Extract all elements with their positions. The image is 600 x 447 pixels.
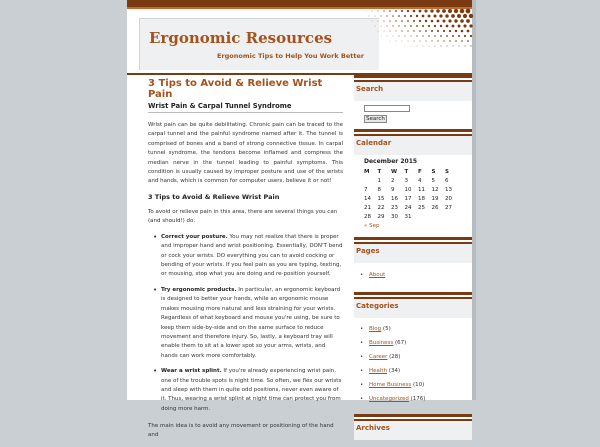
list-item — [364, 322, 472, 336]
calendar-day — [445, 212, 459, 221]
calendar-week — [364, 194, 459, 203]
halftone-dot — [425, 30, 427, 32]
calendar-day: 28 — [364, 213, 371, 220]
category-link[interactable]: Uncategorized — [369, 396, 409, 402]
halftone-dot — [439, 14, 442, 17]
calendar-weekday: F — [418, 168, 422, 175]
halftone-dot — [423, 46, 424, 47]
calendar-weekday: M — [364, 168, 370, 175]
category-count: (34) — [387, 368, 401, 374]
halftone-dot — [436, 9, 440, 13]
halftone-dot — [396, 41, 397, 42]
halftone-dot — [454, 19, 457, 22]
main-content — [148, 78, 343, 447]
halftone-dot — [422, 35, 423, 36]
halftone-dot — [395, 30, 396, 31]
halftone-dot — [431, 40, 432, 41]
halftone-dot — [399, 36, 400, 37]
category-count: (67) — [393, 340, 407, 346]
halftone-dot — [395, 20, 396, 21]
calendar-day: 16 — [391, 195, 398, 202]
halftone-dot — [460, 9, 465, 14]
halftone-dot — [416, 25, 418, 27]
halftone-dot — [404, 35, 405, 36]
halftone-dot — [469, 14, 473, 18]
halftone-dot — [411, 46, 412, 47]
halftone-dot — [422, 25, 424, 27]
halftone-dot — [441, 46, 442, 47]
calendar-day: 20 — [445, 195, 452, 202]
halftone-dot — [452, 45, 453, 46]
calendar-table — [364, 167, 459, 221]
halftone-dot — [416, 15, 418, 17]
category-link[interactable]: Business — [369, 340, 394, 346]
halftone-dot — [393, 36, 394, 37]
halftone-dot — [410, 15, 412, 17]
halftone-dot — [458, 45, 459, 46]
calendar-day — [418, 212, 432, 221]
calendar-weekday: W — [391, 168, 398, 175]
halftone-dot — [405, 46, 406, 47]
category-count: (10) — [411, 382, 425, 388]
calendar-day — [432, 212, 446, 221]
halftone-dot — [377, 10, 378, 11]
halftone-dot — [428, 25, 430, 27]
tip-text: You may not realize that there is proper and improper hand and wrist positioning. Essentially, DON'T bend or cock your wrists. DO everything you can to avoid cocking or bending of your wrists. If you feel pain as you are typing, texting, or mousing, stop what you are doing and re-position yourself. — [161, 233, 343, 278]
halftone-dot — [447, 46, 448, 47]
search-heading: Search — [354, 75, 472, 101]
calendar-day: 13 — [445, 186, 452, 193]
site-header — [127, 9, 472, 73]
category-link[interactable]: Blog — [369, 326, 382, 332]
tips-list — [161, 233, 343, 414]
halftone-dot — [434, 25, 436, 27]
calendar-week — [364, 176, 459, 185]
halftone-dot — [425, 20, 427, 22]
tip-title: Try ergonomic products. — [161, 286, 237, 293]
halftone-dot — [383, 10, 384, 11]
halftone-dot — [386, 15, 387, 16]
halftone-dot — [458, 35, 460, 37]
halftone-dot — [419, 30, 421, 32]
halftone-dot — [414, 41, 415, 42]
halftone-dot — [443, 40, 444, 41]
site-description: Ergonomic Tips to Help You Work Better — [217, 52, 365, 60]
halftone-dot — [402, 41, 403, 42]
post-intro: Wrist pain can be quite debilitating. Chronic pain can be traced to the carpal tunnel and the painful syndrome named after it. The tunnel is comprised of bones and a band of strong connective tissue. In carpal tunnel syndrome, the tendons become inflamed and compress the median nerve in the tunnel leading to painful symptoms. This condition is usually caused by improper posture and use of the wrists and hands, which is common for computer users, believe it or not! — [148, 122, 343, 185]
category-link[interactable]: Home Business — [369, 382, 412, 388]
calendar-day: 7 — [364, 186, 368, 193]
halftone-dot — [424, 9, 427, 12]
halftone-dot — [437, 40, 438, 41]
calendar-day: 11 — [418, 186, 425, 193]
halftone-dot — [448, 9, 452, 13]
halftone-dot — [366, 11, 367, 12]
list-item — [364, 350, 472, 364]
halftone-dot — [387, 36, 388, 37]
category-link[interactable]: Health — [369, 368, 388, 374]
halftone-dot — [470, 35, 472, 37]
halftone-dot — [420, 41, 421, 42]
halftone-dot — [387, 26, 388, 27]
halftone-dot — [452, 25, 455, 28]
search-input[interactable] — [364, 105, 410, 112]
halftone-dot — [454, 9, 458, 13]
calendar-widget — [354, 129, 472, 237]
post-closing: The main idea is to avoid any movement or positioning of the hand and — [148, 423, 334, 439]
calendar-day: 22 — [377, 204, 385, 211]
halftone-dot — [384, 31, 385, 32]
halftone-dot — [430, 9, 433, 12]
section-intro: To avoid or relieve pain in this area, there are several things you can (and should!) do: — [148, 208, 338, 224]
top-rule — [127, 0, 472, 7]
halftone-dot — [398, 25, 399, 26]
halftone-dot — [470, 45, 471, 46]
halftone-dot — [401, 30, 402, 31]
list-item — [364, 378, 472, 392]
halftone-dot — [437, 20, 440, 23]
calendar-day: 29 — [377, 213, 385, 220]
halftone-dot — [417, 46, 418, 47]
list-item — [161, 286, 343, 361]
halftone-dot — [407, 20, 409, 22]
halftone-dot — [442, 9, 446, 13]
halftone-dot — [390, 31, 391, 32]
halftone-dot — [443, 20, 446, 23]
halftone-dot — [440, 35, 442, 37]
calendar-heading: Calendar — [354, 129, 472, 155]
calendar-week — [364, 203, 459, 212]
pages-widget — [354, 237, 472, 292]
halftone-dot — [433, 14, 436, 17]
halftone-dot — [463, 14, 467, 18]
halftone-dot — [466, 9, 471, 14]
halftone-dot — [457, 14, 461, 18]
halftone-dot — [389, 20, 390, 21]
calendar-day: 23 — [391, 204, 398, 211]
halftone-dot — [467, 30, 470, 33]
calendar-day: 12 — [431, 186, 439, 193]
halftone-dot — [455, 40, 457, 42]
halftone-dot — [392, 25, 393, 26]
categories-widget — [354, 292, 472, 414]
halftone-dot — [428, 15, 431, 18]
halftone-dot — [455, 30, 457, 32]
halftone-dot — [466, 19, 470, 23]
halftone-dot — [458, 25, 461, 28]
calendar-prev-link[interactable]: « Sep — [364, 223, 380, 229]
halftone-dot — [369, 16, 370, 17]
halftone-dot — [381, 26, 382, 27]
tip-text: If you're already experiencing wrist pain, one of the trouble spots is night time. So often, we flex our wrists and sleep with them in quite odd positions, never even aware of it. Thus, wearing a wrist splint at night time can protect you from doing more harm. — [161, 368, 342, 412]
halftone-dot — [404, 15, 406, 17]
halftone-dot — [401, 10, 403, 12]
halftone-dot — [446, 35, 448, 37]
halftone-dot — [404, 25, 405, 26]
sidebar — [354, 75, 472, 440]
search-button[interactable]: Search — [366, 116, 385, 122]
halftone-dot — [452, 35, 454, 37]
halftone-dot — [422, 15, 425, 18]
site-title[interactable]: Ergonomic Resources — [149, 29, 333, 47]
halftone-dot — [448, 19, 451, 22]
halftone-dot — [413, 10, 416, 13]
halftone-dot — [437, 30, 439, 32]
search-widget — [354, 75, 472, 129]
list-item — [364, 392, 472, 406]
calendar-weekday: S — [431, 168, 436, 175]
calendar-day: 8 — [377, 186, 381, 193]
halftone-dot — [378, 21, 379, 22]
calendar-weekday: T — [377, 168, 382, 175]
halftone-dot — [383, 20, 384, 21]
calendar-day: 25 — [418, 204, 425, 211]
calendar-day: 5 — [431, 177, 435, 184]
halftone-dot — [413, 30, 414, 31]
calendar-day — [364, 176, 378, 185]
category-link[interactable]: Career — [369, 354, 388, 360]
calendar-day: 6 — [445, 177, 449, 184]
section-heading: 3 Tips to Avoid & Relieve Wrist Pain — [148, 192, 280, 201]
calendar-day: 24 — [404, 204, 412, 211]
calendar-day: 19 — [431, 195, 439, 202]
halftone-dot — [381, 36, 382, 37]
halftone-dot — [380, 15, 381, 16]
halftone-dot — [429, 46, 430, 47]
calendar-day: 9 — [391, 186, 395, 193]
archives-heading: Archives — [354, 414, 472, 440]
calendar-day: 10 — [404, 186, 412, 193]
calendar-day: 15 — [377, 195, 385, 202]
halftone-dot — [469, 24, 472, 27]
halftone-dot — [378, 31, 379, 32]
calendar-week — [364, 212, 459, 221]
calendar-day: 1 — [377, 177, 381, 184]
halftone-dot — [375, 26, 376, 27]
halftone-dot — [431, 30, 433, 32]
halftone-dot — [425, 40, 426, 41]
calendar-day: 27 — [445, 204, 452, 211]
halftone-dot — [461, 30, 464, 33]
halftone-dot — [398, 15, 400, 17]
halftone-dot — [395, 10, 397, 12]
halftone-dot — [407, 10, 409, 12]
halftone-dot — [428, 35, 429, 36]
calendar-day: 21 — [364, 204, 371, 211]
calendar-day: 14 — [364, 195, 371, 202]
halftone-dot — [419, 10, 422, 13]
calendar-day: 30 — [391, 213, 398, 220]
halftone-dot — [389, 10, 391, 12]
list-item — [161, 233, 343, 280]
list-item — [364, 268, 472, 282]
halftone-dot — [410, 25, 412, 27]
halftone-dot — [449, 30, 451, 32]
halftone-dot — [445, 14, 449, 18]
halftone-dot — [463, 24, 466, 27]
halftone-dot — [461, 40, 463, 42]
category-count: (28) — [387, 354, 401, 360]
halftone-dot — [401, 20, 403, 22]
archives-widget — [354, 414, 472, 440]
calendar-day: 3 — [404, 177, 408, 184]
calendar-week — [364, 185, 459, 194]
list-item — [364, 364, 472, 378]
tip-title: Wear a wrist splint. — [161, 368, 222, 375]
halftone-dot — [413, 20, 415, 22]
page-link-about[interactable]: About — [369, 272, 386, 278]
halftone-dot — [392, 15, 394, 17]
halftone-dot — [431, 20, 434, 23]
calendar-day: 18 — [418, 195, 425, 202]
calendar-month: December 2015 — [364, 158, 418, 165]
halftone-dot — [467, 40, 469, 42]
calendar-day: 4 — [418, 177, 422, 184]
halftone-dot — [372, 11, 373, 12]
calendar-day: 31 — [404, 213, 412, 220]
calendar-day: 2 — [391, 177, 395, 184]
halftone-dot — [375, 16, 376, 17]
halftone-dot — [464, 45, 465, 46]
halftone-dot — [372, 21, 373, 22]
halftone-dot — [440, 25, 442, 27]
calendar-day: 26 — [431, 204, 439, 211]
calendar-weekday: T — [404, 168, 409, 175]
list-item — [364, 336, 472, 350]
pages-heading: Pages — [354, 237, 472, 263]
halftone-dot — [446, 25, 449, 28]
tip-title: Correct your posture. — [161, 233, 228, 240]
halftone-dot — [407, 30, 408, 31]
calendar-day: 17 — [404, 195, 412, 202]
list-item — [161, 367, 343, 414]
category-count: (5) — [381, 326, 391, 332]
halftone-dot — [435, 46, 436, 47]
halftone-dot — [464, 35, 466, 37]
halftone-dot — [460, 19, 464, 23]
halftone-dots-decoration — [352, 9, 472, 73]
halftone-dot — [408, 41, 409, 42]
halftone-dot — [449, 40, 450, 41]
post-subtitle: Wrist Pain & Carpal Tunnel Syndrome — [148, 102, 343, 113]
tip-text: In particular, an ergonomic keyboard is designed to better your hands, while an ergonomic mouse makes mousing more natural and less straining for your wrists. Regardless of what keyboard and mouse you're using, be sure to keep them side-by-side and on the same surface to reduce movement and therefore injury. So, lastly, a keyboard tray will enable them to sit at a lower spot so your arms, wrists, and hands can work more comfortably. — [161, 286, 341, 359]
halftone-dot — [416, 35, 417, 36]
category-count: (176) — [408, 396, 426, 402]
calendar-weekday: S — [445, 168, 449, 175]
column-shadow — [472, 0, 476, 400]
halftone-dot — [434, 35, 436, 37]
halftone-dot — [443, 30, 445, 32]
halftone-dot — [451, 14, 455, 18]
post-title[interactable]: 3 Tips to Avoid & Relieve Wrist Pain — [148, 78, 323, 100]
halftone-dot — [390, 41, 391, 42]
halftone-dot — [410, 35, 411, 36]
categories-heading: Categories — [354, 292, 472, 318]
halftone-dot — [419, 20, 421, 22]
